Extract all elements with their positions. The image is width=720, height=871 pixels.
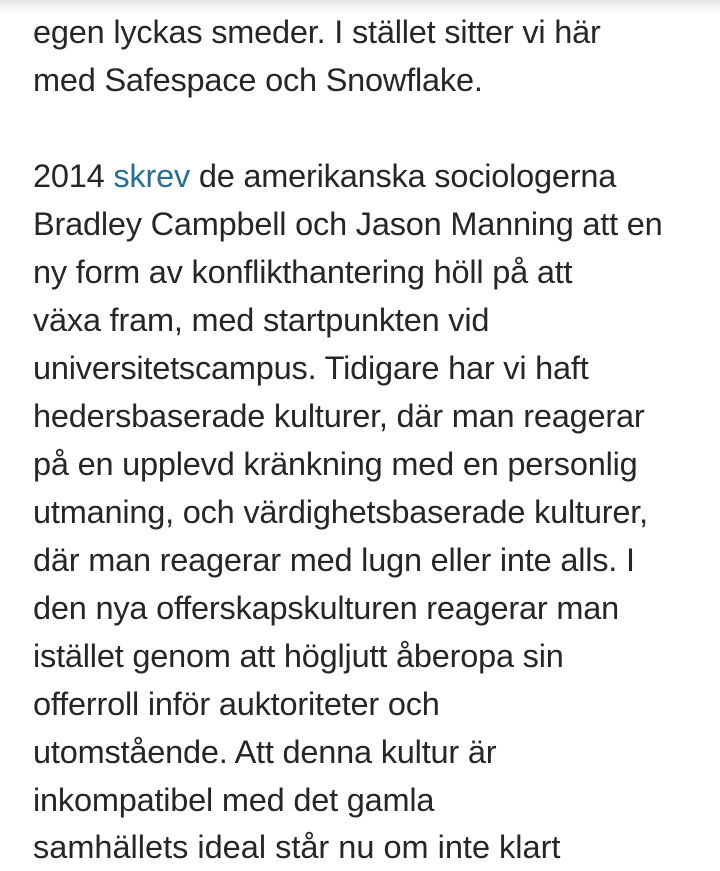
text-line: den nya offerskapskulturen reagerar man xyxy=(33,590,619,626)
text-line xyxy=(33,152,663,200)
text-segment: 2014 xyxy=(33,158,114,194)
text-line: växa fram, med startpunkten vid xyxy=(33,302,490,338)
text-line: istället genom att högljutt åberopa sin xyxy=(33,638,564,674)
text-line: utmaning, och värdighetsbaserade kulturer, xyxy=(33,494,648,530)
text-line: ny form av konflikthantering höll på att xyxy=(33,254,573,290)
text-line: Bradley Campbell och Jason Manning att en xyxy=(33,206,663,242)
text-line: hedersbaserade kulturer, där man reagerar xyxy=(33,398,645,434)
partial-text-line-top xyxy=(33,0,456,4)
text-line: offerroll inför auktoriteter och xyxy=(33,686,440,722)
partial-text-line-bottom: samhällets ideal står nu om inte klart xyxy=(33,829,561,865)
paragraph xyxy=(33,8,601,104)
text-line: inkompatibel med det gamla xyxy=(33,782,435,818)
paragraph xyxy=(33,152,663,824)
text-line: universitetscampus. Tidigare har vi haft xyxy=(33,350,589,386)
text-line: med Safespace och Snowflake. xyxy=(33,62,483,98)
text-line: egen lyckas smeder. I stället sitter vi här xyxy=(33,14,601,50)
text-line: utomstående. Att denna kultur är xyxy=(33,734,497,770)
text-line: på en upplevd kränkning med en personlig xyxy=(33,446,638,482)
text-segment: de amerikanska sociologerna xyxy=(190,158,617,194)
text-line: där man reagerar med lugn eller inte alls. I xyxy=(33,542,635,578)
skrev-link[interactable]: skrev xyxy=(113,158,190,194)
